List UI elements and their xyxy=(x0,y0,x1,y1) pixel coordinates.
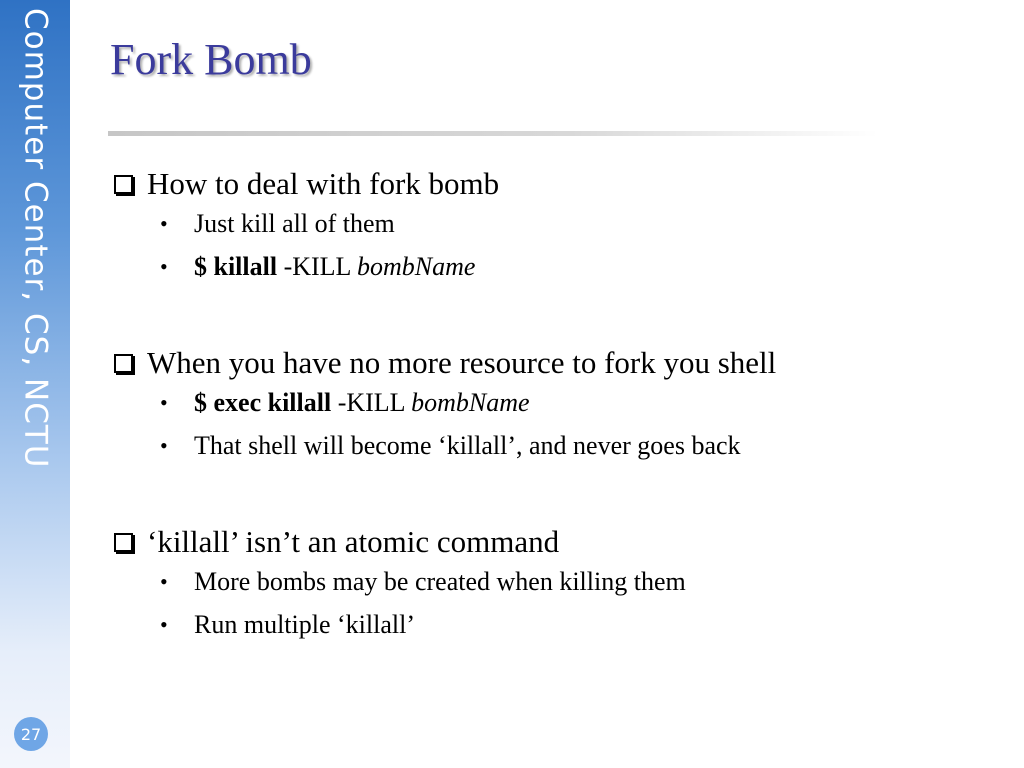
argument-text: bombName xyxy=(356,252,476,281)
checkbox-bullet-icon xyxy=(114,175,133,194)
option-text: -KILL xyxy=(277,252,357,281)
section-heading xyxy=(112,524,992,560)
sidebar-banner xyxy=(0,0,70,768)
list-item xyxy=(112,424,992,467)
heading-text: When you have no more resource to fork you shell xyxy=(147,345,777,380)
checkbox-bullet-icon xyxy=(114,533,133,552)
item-text: That shell will become ‘killall’, and never goes back xyxy=(194,431,741,460)
bullet-list xyxy=(112,381,992,467)
command-text: $ killall xyxy=(194,252,278,281)
list-item xyxy=(112,603,992,646)
heading-text: How to deal with fork bomb xyxy=(147,166,500,201)
list-item xyxy=(112,381,992,424)
title-divider xyxy=(108,131,878,136)
heading-text: ‘killall’ isn’t an atomic command xyxy=(147,524,560,559)
list-item xyxy=(112,245,992,288)
section-1 xyxy=(112,166,992,288)
option-text: -KILL xyxy=(331,388,412,417)
section-heading xyxy=(112,166,992,202)
checkbox-bullet-icon xyxy=(114,354,133,373)
sidebar-label: Computer Center, CS, NCTU xyxy=(17,8,54,469)
item-text: Run multiple ‘killall’ xyxy=(194,610,415,639)
section-2 xyxy=(112,345,992,467)
argument-text: bombName xyxy=(411,388,530,417)
slide-title: Fork Bomb xyxy=(110,35,312,84)
list-item xyxy=(112,202,992,245)
item-text: Just kill all of them xyxy=(194,209,395,238)
section-3 xyxy=(112,524,992,646)
item-text: More bombs may be created when killing them xyxy=(194,567,686,596)
bullet-list xyxy=(112,202,992,288)
bullet-list xyxy=(112,560,992,646)
page-number-badge: 27 xyxy=(14,717,48,751)
section-heading xyxy=(112,345,992,381)
command-text: $ exec killall xyxy=(194,388,332,417)
list-item xyxy=(112,560,992,603)
